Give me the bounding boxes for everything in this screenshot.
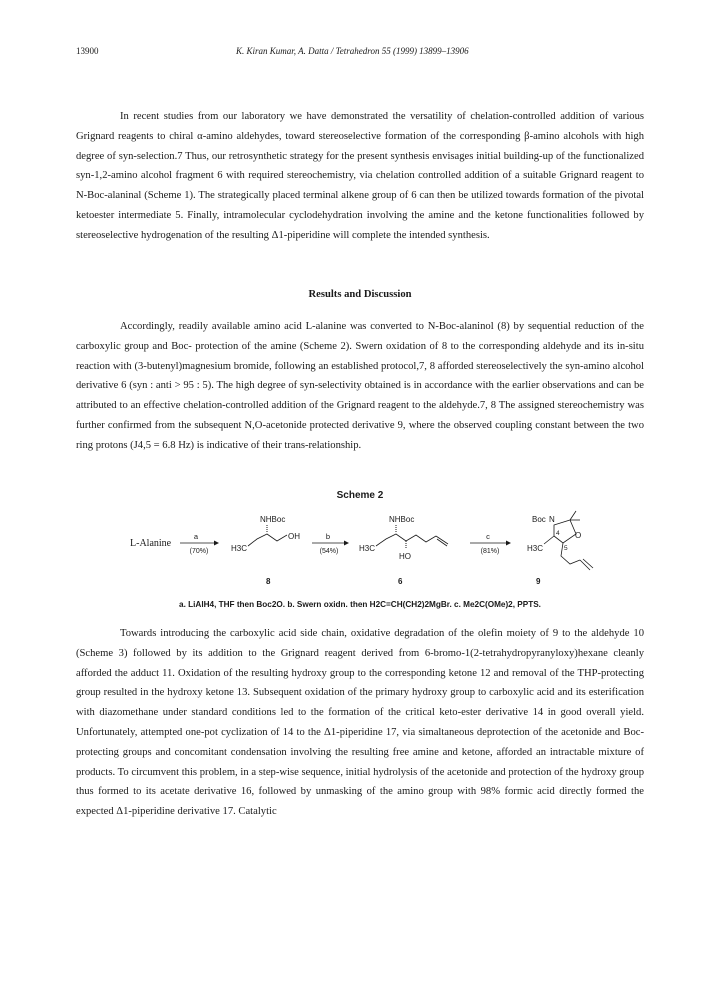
paragraph-intro-text: In recent studies from our laboratory we have demonstrated the versatility of chelation-controlled addition of various Grignard reagents to chiral α-amino aldehydes, toward stereoselective formation of the corresponding β-amino alcohols with high degree of syn-selection.7 Thus, our retrosynthetic strategy for the present synthesis envisages initial building-up of the functionalized syn-1,2-amino alcohol fragment 6 with required stereochemistry, via chelation controlled addition of a suitable Grignard reagent to N-Boc-alaninal (Scheme 1). The strategically placed terminal alkene group of 6 can then be utilized towards formation of the pivotal ketoester intermediate 5. Finally, intramolecular cyclodehydration involving the amine and the ketone functionalities followed by stereoselective hydrogenation of the resulting Δ1-piperidine will complete the intended synthesis.	[76, 111, 644, 241]
paragraph-results	[76, 317, 644, 456]
reaction-scheme	[130, 508, 600, 592]
step-b-yield: (54%)	[319, 548, 339, 555]
step-b-label: b	[325, 532, 331, 541]
compound-6-label: 6	[398, 577, 403, 586]
scheme-caption: a. LiAlH4, THF then Boc2O. b. Swern oxidn. then H2C=CH(CH2)2MgBr. c. Me2C(OMe)2, PPTS.	[179, 600, 541, 609]
c6-nhboc: NHBoc	[389, 515, 415, 524]
c9-methyl: H3C	[527, 544, 544, 553]
step-a-yield: (70%)	[189, 548, 209, 555]
compound-9-label: 9	[536, 577, 541, 586]
c9-boc: Boc	[532, 515, 546, 524]
c9-oxygen: O	[575, 531, 582, 540]
page-header	[76, 46, 644, 60]
c9-vinyl-bond-2	[583, 559, 593, 568]
section-heading-results: Results and Discussion	[308, 289, 412, 300]
scheme-title: Scheme 2	[336, 490, 384, 501]
c8-methyl: H3C	[231, 544, 248, 553]
c6-hydroxyl: HO	[399, 552, 411, 561]
c9-gem-methyl-1	[570, 511, 576, 520]
compound-8-label: 8	[266, 577, 271, 586]
paragraph-results-text: Accordingly, readily available amino acid L-alanine was converted to N-Boc-alaninol (8) by sequential reduction of the carboxylic group and Boc- protection of the amine (Scheme 2). Swern oxidation of 8 to the corresponding aldehyde and its in-situ reaction with (3-butenyl)magnesium bromide, following an established protocol,7, 8 afforded stereoselectively the syn-amino alcohol derivative 6 (syn : anti > 95 : 5). The high degree of syn-selectivity obtained is in accordance with the earlier observations and can be attributed to an effective chelation-controlled addition of the Grignard reagent to the aldehyde.7, 8 The assigned stereochemistry was further confirmed from the subsequent N,O-acetonide protected derivative 9, where the observed coupling constant between the two ring protons (J4,5 = 6.8 Hz) is indicative of their trans-relationship.	[76, 321, 644, 451]
c6-skeleton	[376, 534, 436, 546]
start-material: L-Alanine	[130, 538, 172, 549]
step-c-label: c	[486, 532, 490, 541]
c8-hydroxyl: OH	[288, 532, 300, 541]
paragraph-continuation-text: Towards introducing the carboxylic acid side chain, oxidative degradation of the olefin moiety of 9 to the aldehyde 10 (Scheme 3) followed by its addition to the Grignard reagent derived from 6-bromo-1(2-tetrahydropyranyloxy)hexane cleanly afforded the adduct 11. Oxidation of the resulting hydroxy group to the corresponding ketone 12 and removal of the THP-protecting group resulted in the hydroxy ketone 13. Subsequent oxidation of the primary hydroxy group to carboxylic acid and its esterification with diazomethane under standard conditions led to the formation of the critical keto-ester derivative 14 in good overall yield. Unfortunately, attempted one-pot cyclization of 14 to the Δ1-piperidine 17, via simaltaneous deprotection of the acetonide and Boc- protecting groups and concomitant condensation involving the resulting free amine and ketone, afforded an intractable mixture of products. To circumvent this problem, in a step-wise sequence, initial hydrolysis of the acetonide and protection of the hydroxy group thus formed to its acetate derivative 16, followed by unmasking of the amino group with 98% formic acid directly formed the expected Δ1-piperidine derivative 17. Catalytic	[76, 628, 644, 818]
c8-nhboc: NHBoc	[260, 515, 286, 524]
scheme-drawing	[130, 508, 600, 592]
c9-position-4: 4	[556, 530, 560, 537]
arrowhead-b	[344, 541, 349, 546]
step-a-label: a	[193, 532, 199, 541]
c6-methyl: H3C	[359, 544, 376, 553]
page-number: 13900	[76, 46, 99, 56]
c9-vinyl-bond-1	[580, 560, 590, 570]
c9-position-5: 5	[564, 545, 568, 552]
c9-methyl-bond	[544, 536, 554, 544]
running-head: K. Kiran Kumar, A. Datta / Tetrahedron 55 (1999) 13899–13906	[236, 46, 469, 56]
arrowhead-a	[214, 541, 219, 546]
c8-skeleton	[248, 534, 287, 546]
step-c-yield: (81%)	[480, 548, 500, 555]
c9-nitrogen: N	[549, 515, 555, 524]
paragraph-intro	[76, 107, 644, 246]
paragraph-continuation	[76, 624, 644, 822]
arrowhead-c	[506, 541, 511, 546]
